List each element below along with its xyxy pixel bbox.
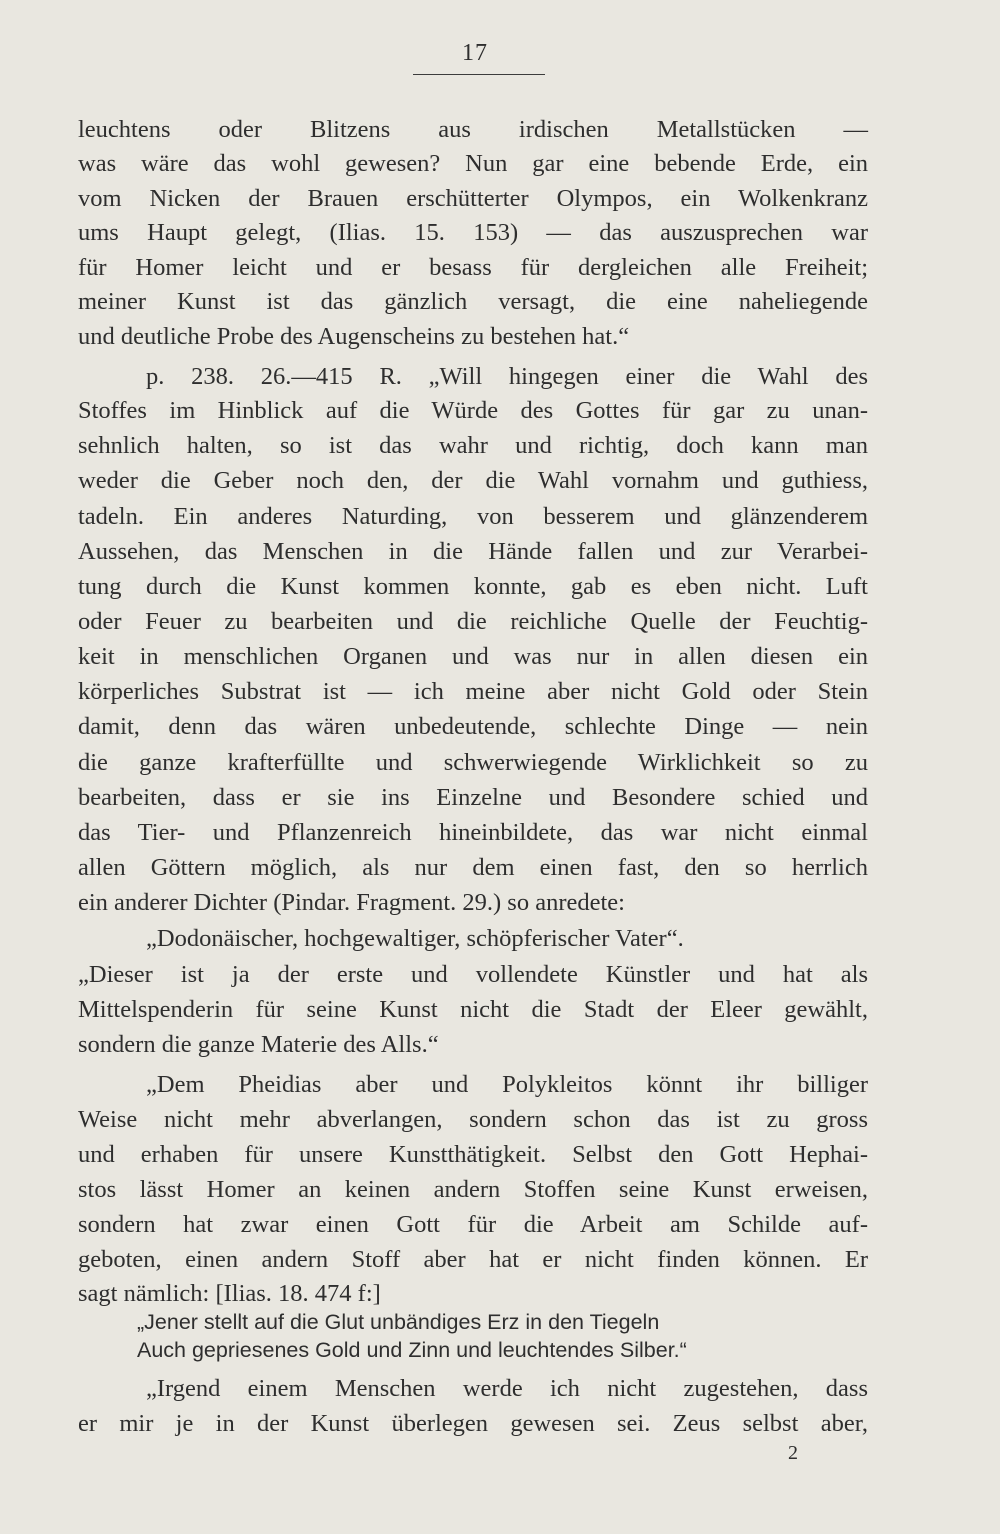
text-line: sondern die ganze Materie des Alls.“ bbox=[78, 1031, 439, 1058]
text-line: tadeln. Ein anderes Naturding, von besserem und glänzenderem bbox=[78, 503, 868, 530]
text-line: stos lässt Homer an keinen andern Stoffen seine Kunst erweisen, bbox=[78, 1176, 868, 1203]
text-line: „Irgend einem Menschen werde ich nicht zugestehen, dass bbox=[146, 1375, 868, 1402]
text-line: keit in menschlichen Organen und was nur in allen diesen ein bbox=[78, 643, 868, 670]
text-line: was wäre das wohl gewesen? Nun gar eine bebende Erde, ein bbox=[78, 150, 868, 177]
text-line: Stoffes im Hinblick auf die Würde des Gottes für gar zu unan- bbox=[78, 397, 868, 424]
text-line: p. 238. 26.—415 R. „Will hingegen einer die Wahl des bbox=[146, 363, 868, 390]
text-line: bearbeiten, dass er sie ins Einzelne und Besondere schied und bbox=[78, 784, 868, 811]
signature-mark: 2 bbox=[788, 1442, 798, 1464]
text-line: weder die Geber noch den, der die Wahl vornahm und guthiess, bbox=[78, 467, 868, 494]
text-line: meiner Kunst ist das gänzlich versagt, die eine naheliegende bbox=[78, 288, 868, 315]
text-line: für Homer leicht und er besass für dergleichen alle Freiheit; bbox=[78, 254, 868, 281]
text-line: tung durch die Kunst kommen konnte, gab es eben nicht. Luft bbox=[78, 573, 868, 600]
text-line: Weise nicht mehr abverlangen, sondern schon das ist zu gross bbox=[78, 1106, 868, 1133]
text-line: oder Feuer zu bearbeiten und die reichliche Quelle der Feuchtig- bbox=[78, 608, 868, 635]
text-line: allen Göttern möglich, als nur dem einen fast, den so herrlich bbox=[78, 854, 868, 881]
text-line: ein anderer Dichter (Pindar. Fragment. 29.) so anredete: bbox=[78, 889, 625, 916]
text-line: „Dieser ist ja der erste und vollendete Künstler und hat als bbox=[78, 961, 868, 988]
text-line: und deutliche Probe des Augenscheins zu bestehen hat.“ bbox=[78, 323, 630, 350]
page-number: 17 bbox=[462, 40, 488, 66]
text-line: leuchtens oder Blitzens aus irdischen Metallstücken — bbox=[78, 116, 868, 143]
text-line: geboten, einen andern Stoff aber hat er nicht finden können. Er bbox=[78, 1246, 868, 1273]
text-line: „Dodonäischer, hochgewaltiger, schöpferischer Vater“. bbox=[146, 925, 684, 952]
text-line: damit, denn das wären unbedeutende, schlechte Dinge — nein bbox=[78, 713, 868, 740]
text-line: die ganze krafterfüllte und schwerwiegende Wirklichkeit so zu bbox=[78, 749, 868, 776]
text-line: sondern hat zwar einen Gott für die Arbeit am Schilde auf- bbox=[78, 1211, 868, 1238]
text-line: körperliches Substrat ist — ich meine aber nicht Gold oder Stein bbox=[78, 678, 868, 705]
text-line: Mittelspenderin für seine Kunst nicht die Stadt der Eleer gewählt, bbox=[78, 996, 868, 1023]
text-line: Aussehen, das Menschen in die Hände fallen und zur Verarbei- bbox=[78, 538, 868, 565]
text-line: „Dem Pheidias aber und Polykleitos könnt ihr billiger bbox=[146, 1071, 868, 1098]
text-line: und erhaben für unsere Kunstthätigkeit. Selbst den Gott Hephai- bbox=[78, 1141, 868, 1168]
header-rule bbox=[413, 74, 545, 75]
text-line: ums Haupt gelegt, (Ilias. 15. 153) — das auszusprechen war bbox=[78, 219, 868, 246]
text-line: sagt nämlich: [Ilias. 18. 474 f:] bbox=[78, 1280, 381, 1307]
text-line: das Tier- und Pflanzenreich hineinbildete, das war nicht einmal bbox=[78, 819, 868, 846]
text-line: sehnlich halten, so ist das wahr und richtig, doch kann man bbox=[78, 432, 868, 459]
verse-quote-line: „Jener stellt auf die Glut unbändiges Erz in den Tiegeln bbox=[137, 1310, 660, 1334]
verse-quote-line: Auch gepriesenes Gold und Zinn und leuchtendes Silber.“ bbox=[137, 1338, 687, 1362]
text-line: er mir je in der Kunst überlegen gewesen sei. Zeus selbst aber, bbox=[78, 1410, 868, 1437]
text-line: vom Nicken der Brauen erschütterter Olympos, ein Wolkenkranz bbox=[78, 185, 868, 212]
